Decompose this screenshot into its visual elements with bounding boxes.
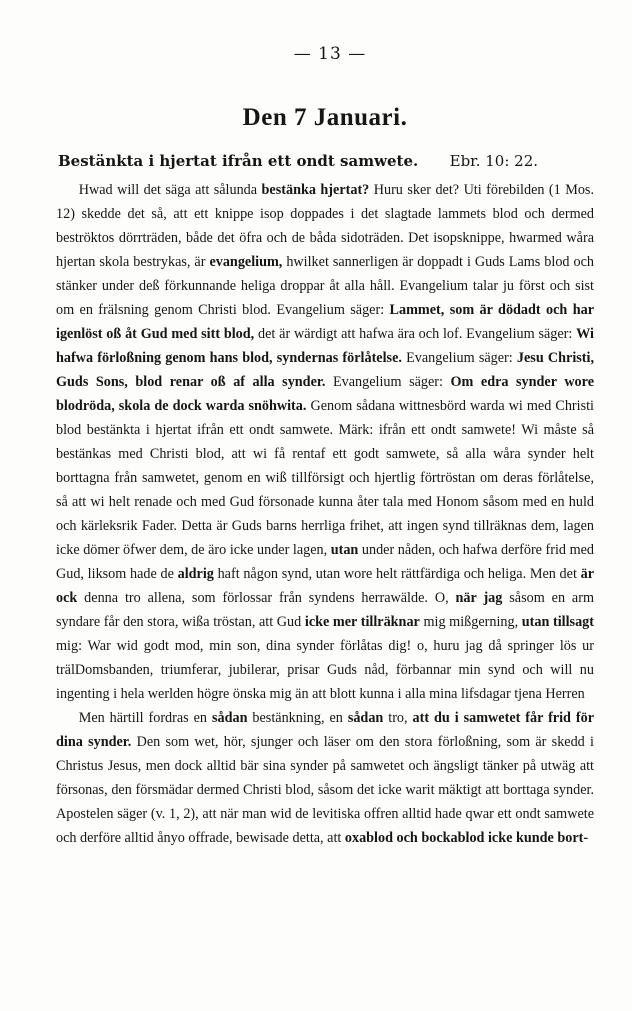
text-run: under nåden, och hafwa derföre frid med Gud, liksom hade de [56,542,594,582]
text-run: Den som wet, hör, sjunger och läser om den stora förloßning, som är skedd i Christus Jesus, men dock alltid bär sina synder på samwetet och ängsligt tänker på utwäg att försonas, den försmädar dermed Christi blod, såsom det icke warit mäktigt att borttaga synder. Apostelen säger (v. 1, 2), att när man wid de levitiska offren alltid hade qwar ett ondt samwete och derföre alltid ånyo offrade, bewisade detta, att [56,734,594,846]
text-run: mig: War wid godt mod, min son, dina synder förlåtas dig! o, huru jag då springer lös ur trälDomsbanden, triumferar, jubilerar, prisar Guds nåd, förbannar min synd och will nu ingenting i hela werlden högre önska mig än att blott kunna i alla mina lifsdagar tjena Herren [56,638,594,702]
emphasis-text: icke mer tillräknar [304,614,420,630]
day-heading: Den 7 Januari. [242,104,408,131]
text-run: Men härtill fordras en [78,710,212,726]
devotional-body [56,178,594,850]
emphasis-text: utan tillsagt [521,614,594,630]
emphasis-text: Jesu Christi, Guds Sons, blod renar oß af alla synder. [56,350,594,390]
emphasis-text: Lammet, som är dödadt och har igenlöst oß åt Gud med sitt blod, [56,302,594,342]
text-run: Huru sker det? Uti förebilden (1 Mos. 12) skedde det så, att ett knippe isop doppades i det slagtade lammets blod och dermed beströktos dörrträden, både det öfra och de båda sidoträden. Det isopsknippe, hwarmed wåra hjertan skola bestrykas, är [56,182,594,270]
verse-line [58,152,538,170]
emphasis-text: att du i samwetet får frid för dina synder. [56,710,595,750]
text-run: Hwad will det säga att sålunda [78,182,262,198]
text-run: Genom sådana wittnesbörd warda wi med Christi blod bestänkta i hjertat ifrån ett ondt samwete. Märk: ifrån ett ondt samwete! Wi måste så bestänkas med Christi blod, att wi få rentaf ett godt samwete, så alla wåra synder helt borttagna från samwetet, genom en wiß tillförsigt och hjertlig förtröstan om deras förlåtelse, så att wi helt renade och med Gud försonade kunna åter tala med Honom såsom med en huld och kärleksrik Fader. Detta är Guds barns herrliga frihet, att ingen synd tillräknas dem, lagen icke dömer öfwer dem, de äro icke under lagen, [56,398,594,558]
paragraph [56,178,594,706]
text-run: denna tro allena, som förlossar från syndens herrawälde. O, [77,590,456,606]
verse-reference: Ebr. 10: 22. [449,152,538,170]
page-number: — 13 — [293,44,367,64]
emphasis-text: är ock [56,566,594,606]
text-run: Evangelium säger: [325,374,451,390]
text-run: mig mißgerning, [419,614,522,630]
emphasis-text: evangelium, [209,254,283,270]
text-run: haft någon synd, utan wore helt rättfärdiga och heliga. Men det [213,566,581,582]
emphasis-text: när jag [455,590,503,606]
emphasis-text: Om edra synder wore blodröda, skola de dock warda snöhwita. [56,374,594,414]
emphasis-text: utan [330,542,359,558]
emphasis-text: bestänka hjertat? [261,182,370,198]
text-run: Evangelium säger: [401,350,517,366]
paragraph [56,706,594,850]
verse-text: Bestänkta i hjertat ifrån ett ondt samwete. [58,152,419,170]
emphasis-text: sådan [211,710,248,726]
emphasis-text: aldrig [177,566,214,582]
emphasis-text: Wi hafwa förloßning genom hans blod, syndernas förlåtelse. [56,326,594,366]
text-run: tro, [383,710,413,726]
text-run: bestänkning, en [247,710,348,726]
text-run: såsom en arm syndare får den stora, wißa tröstan, att Gud [56,590,594,630]
emphasis-text: sådan [347,710,384,726]
text-run: det är wärdigt att hafwa ära och lof. Evangelium säger: [254,326,577,342]
emphasis-text: oxablod och bockablod icke kunde bort- [344,830,589,846]
text-run: hwilket sannerligen är doppadt i Guds Lams blod och stänker under deß förkunnande heliga droppar åt alla håll. Evangelium talar ju först och sist om en frälsning genom Christi blod. Evangelium säger: [56,254,594,318]
